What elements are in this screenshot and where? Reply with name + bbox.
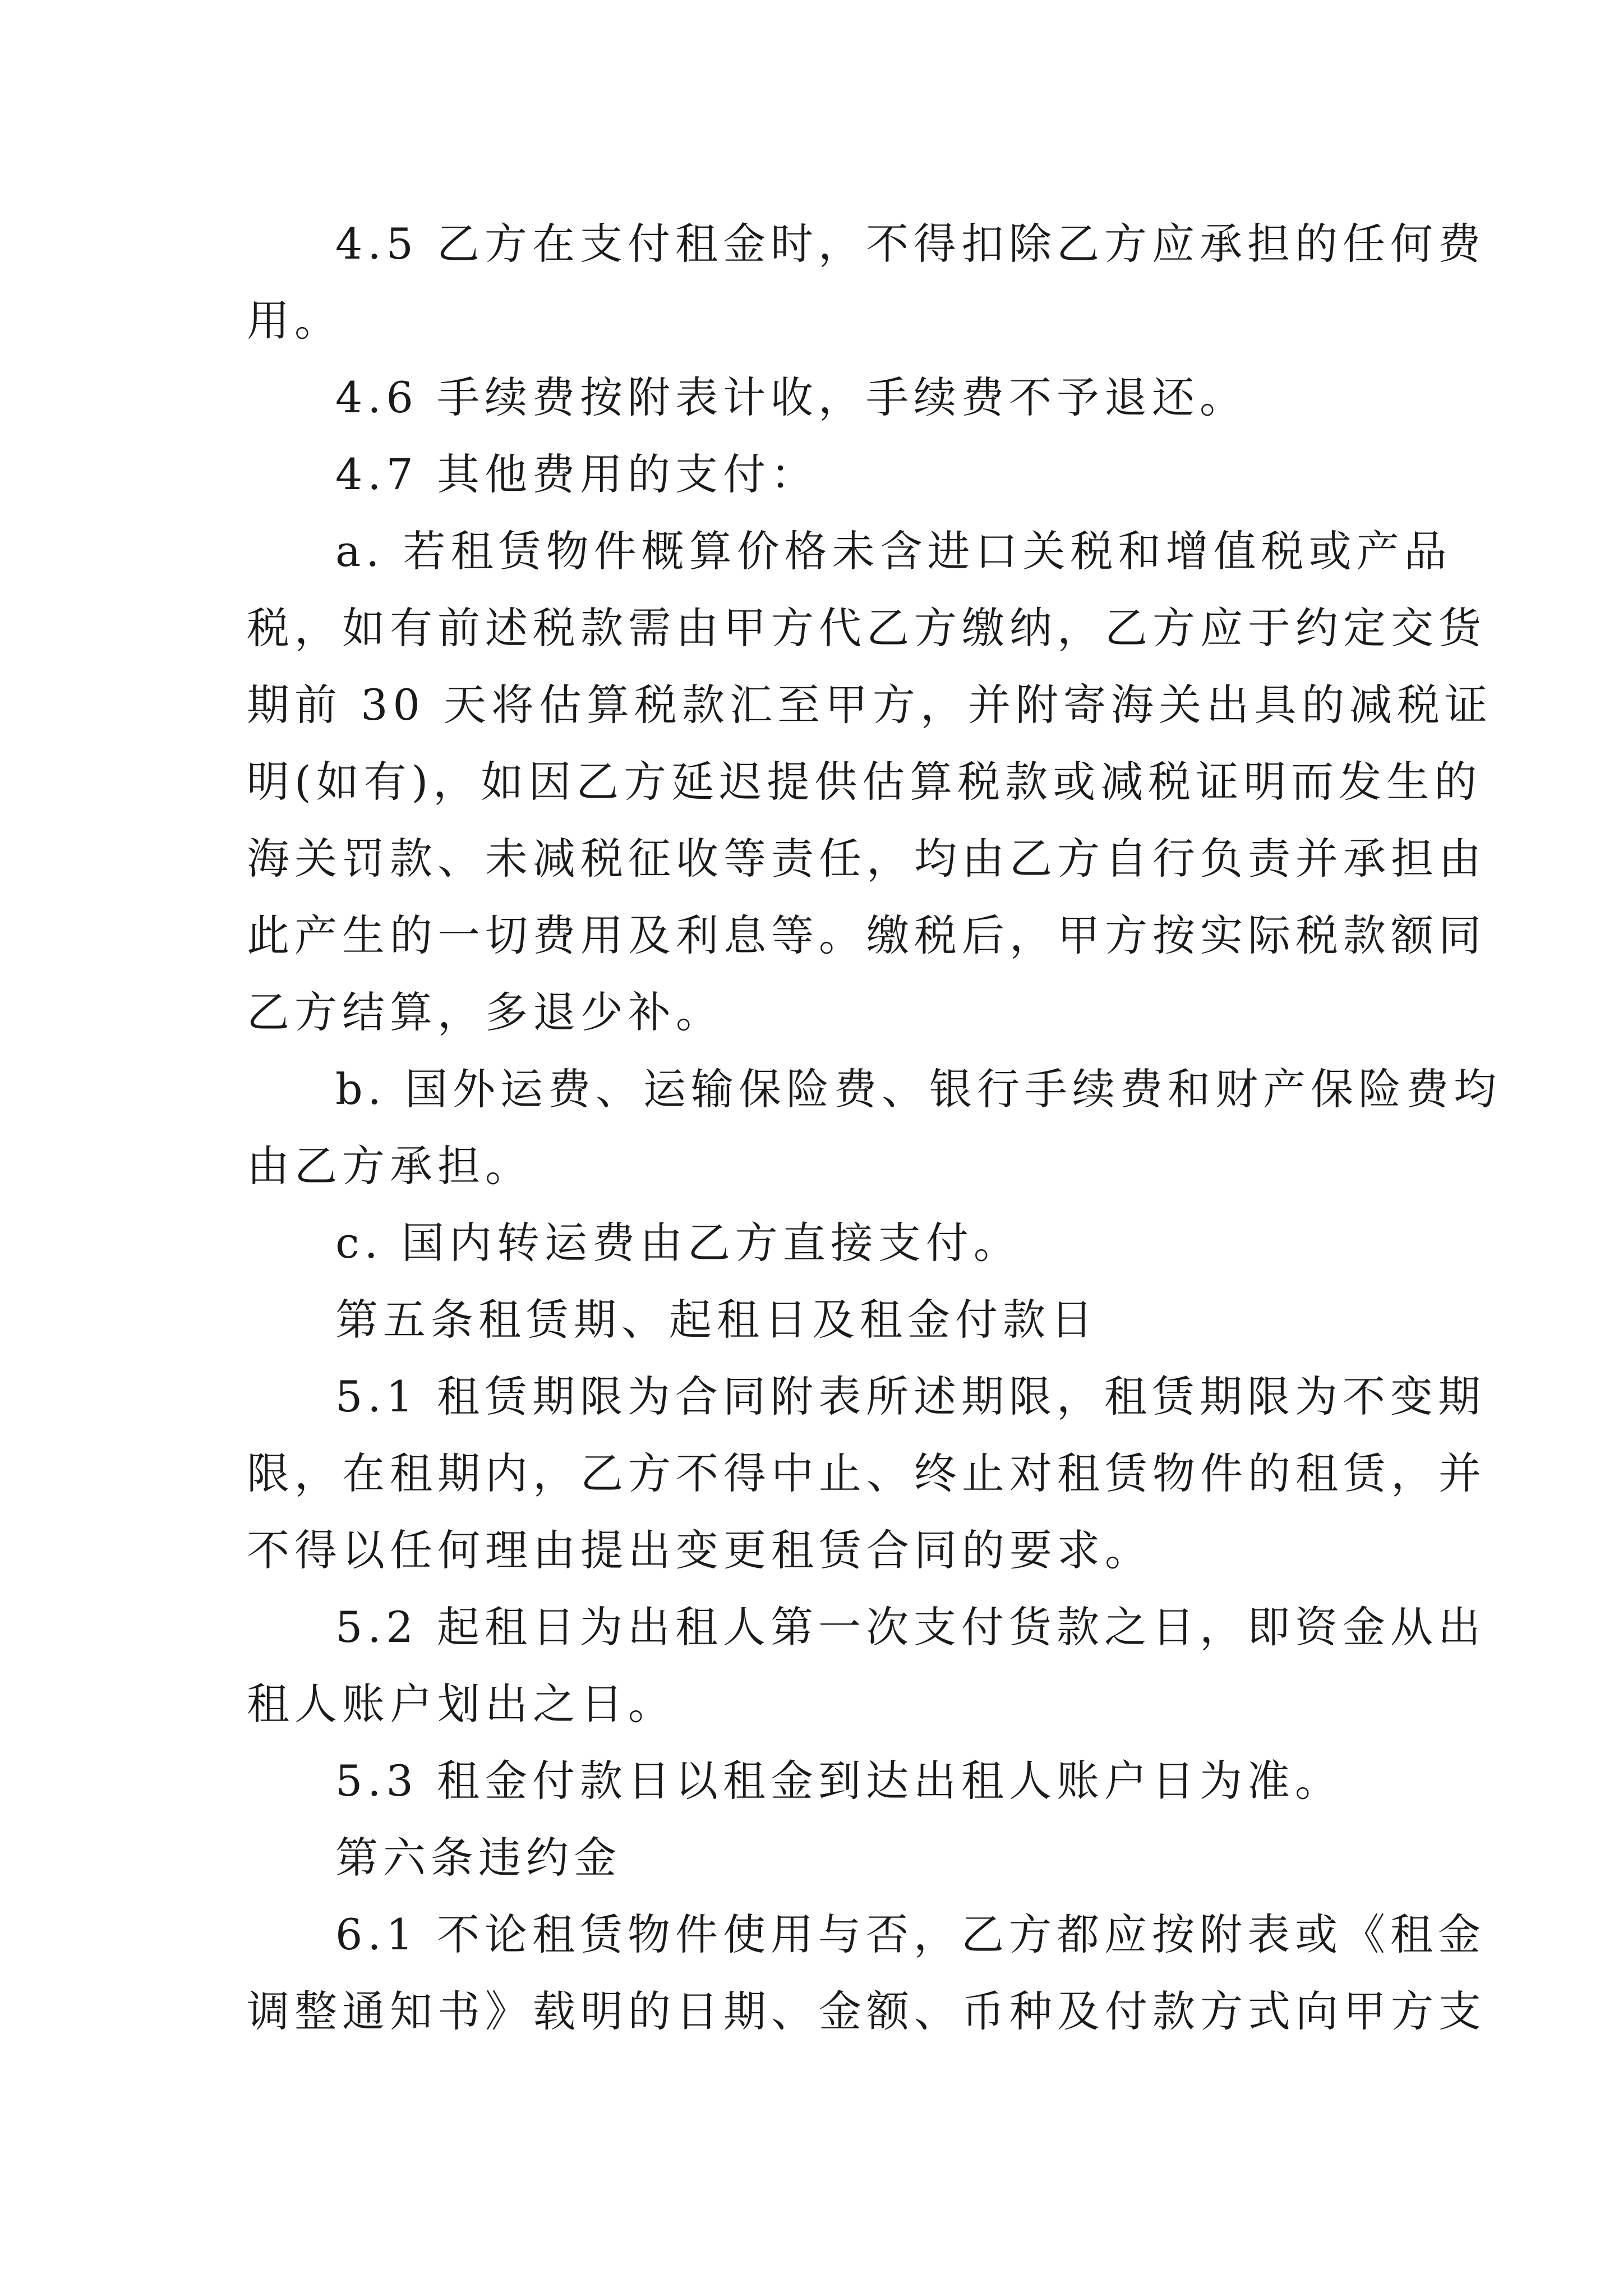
- clause-4-6: 4.6 手续费按附表计收，手续费不予退还。: [335, 372, 1248, 422]
- article-5-heading: 第五条租赁期、起租日及租金付款日: [335, 1295, 1098, 1345]
- clause-5-1-line-1: 5.1 租赁期限为合同附表所述期限，租赁期限为不变期: [335, 1372, 1486, 1421]
- clause-4-7-heading: 4.7 其他费用的支付：: [335, 449, 819, 499]
- item-a-line-6: 此产生的一切费用及利息等。缴税后，甲方按实际税款额同: [247, 910, 1486, 960]
- item-a-line-1: a. 若租赁物件概算价格未含进口关税和增值税或产品: [335, 526, 1452, 576]
- item-a-line-5: 海关罚款、未减税征收等责任，均由乙方自行负责并承担由: [247, 834, 1486, 884]
- article-6-heading: 第六条违约金: [335, 1833, 621, 1883]
- item-a-line-3: 期前 30 天将估算税款汇至甲方，并附寄海关出具的减税证: [247, 680, 1493, 730]
- clause-5-1-line-3: 不得以任何理由提出变更租赁合同的要求。: [247, 1525, 1152, 1575]
- item-a-line-7: 乙方结算，多退少补。: [247, 987, 723, 1037]
- clause-5-2-line-2: 租人账户划出之日。: [247, 1679, 676, 1729]
- clause-4-5-line-1: 4.5 乙方在支付租金时，不得扣除乙方应承担的任何费: [335, 219, 1486, 269]
- clause-4-5-line-2: 用。: [247, 296, 342, 346]
- clause-6-1-line-2: 调整通知书》载明的日期、金额、币种及付款方式向甲方支: [247, 1986, 1486, 2036]
- item-b-line-2: 由乙方承担。: [247, 1141, 533, 1191]
- clause-5-3: 5.3 租金付款日以租金到达出租人账户日为准。: [335, 1756, 1343, 1806]
- clause-5-1-line-2: 限，在租期内，乙方不得中止、终止对租赁物件的租赁，并: [247, 1448, 1486, 1498]
- item-a-line-4: 明(如有)，如因乙方延迟提供估算税款或减税证明而发生的: [247, 757, 1482, 807]
- clause-6-1-line-1: 6.1 不论租赁物件使用与否，乙方都应按附表或《租金: [335, 1910, 1486, 1959]
- item-b-line-1: b. 国外运费、运输保险费、银行手续费和财产保险费均: [335, 1064, 1501, 1114]
- item-a-line-2: 税，如有前述税款需由甲方代乙方缴纳，乙方应于约定交货: [247, 603, 1486, 653]
- item-c: c. 国内转运费由乙方直接支付。: [335, 1218, 1021, 1268]
- clause-5-2-line-1: 5.2 起租日为出租人第一次支付货款之日，即资金从出: [335, 1602, 1486, 1652]
